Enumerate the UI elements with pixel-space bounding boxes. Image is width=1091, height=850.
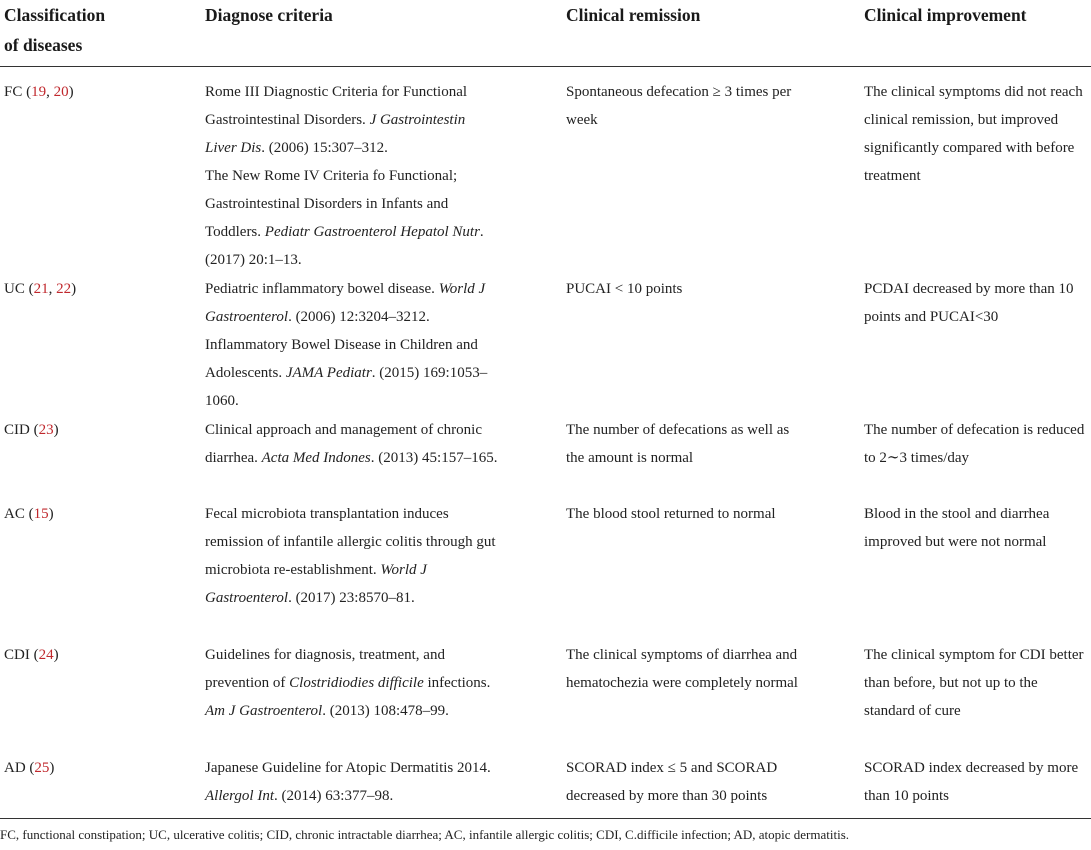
- reference-link[interactable]: 19: [31, 84, 47, 100]
- improvement-cell: SCORAD index decreased by more than 10 points: [864, 760, 1079, 804]
- remission-cell: The clinical symptoms of diarrhea and hematochezia were completely normal: [566, 647, 798, 691]
- criteria-reference: Pediatric inflammatory bowel disease. World J Gastroenterol. (2006) 12:3204–3212.: [205, 281, 486, 325]
- criteria-reference: Fecal microbiota transplantation induces remission of infantile allergic colitis through gut microbiota re-establishment. World J Gastroenterol. (2017) 23:8570–81.: [205, 506, 496, 606]
- header-rule: [0, 66, 1091, 67]
- criteria-reference: The New Rome IV Criteria fo Functional; Gastrointestinal Disorders in Infants and Toddlers. Pediatr Gastroenterol Hepatol Nutr. (2017) 20:1–13.: [205, 168, 484, 268]
- reference-link[interactable]: 22: [56, 281, 72, 297]
- header-remission: Clinical remission: [566, 5, 701, 25]
- disease-cell: AD (25): [4, 760, 55, 776]
- criteria-reference: Japanese Guideline for Atopic Dermatitis 2014. Allergol Int. (2014) 63:377–98.: [205, 760, 491, 804]
- remission-cell: SCORAD index ≤ 5 and SCORAD decreased by more than 30 points: [566, 760, 778, 804]
- remission-cell: The blood stool returned to normal: [566, 506, 776, 522]
- reference-link[interactable]: 24: [38, 647, 54, 663]
- reference-link[interactable]: 15: [33, 506, 49, 522]
- remission-cell: Spontaneous defecation ≥ 3 times per week: [566, 84, 792, 128]
- disease-cell: FC (19, 20): [4, 84, 74, 100]
- criteria-cell: [205, 641, 500, 725]
- remission-cell: The number of defecations as well as the amount is normal: [566, 422, 790, 466]
- header-improvement: Clinical improvement: [864, 5, 1027, 25]
- criteria-cell: [205, 500, 500, 612]
- disease-cell: CID (23): [4, 422, 59, 438]
- remission-cell: PUCAI < 10 points: [566, 281, 683, 297]
- reference-link[interactable]: 25: [34, 760, 50, 776]
- improvement-cell: PCDAI decreased by more than 10 points and PUCAI<30: [864, 281, 1074, 325]
- reference-link[interactable]: 21: [33, 281, 49, 297]
- criteria-cell: [205, 275, 500, 415]
- criteria-cell: [205, 416, 500, 472]
- criteria-reference: Inflammatory Bowel Disease in Children and Adolescents. JAMA Pediatr. (2015) 169:1053–1060.: [205, 337, 488, 409]
- reference-link[interactable]: 23: [38, 422, 54, 438]
- criteria-cell: [205, 754, 500, 810]
- criteria-reference: Clinical approach and management of chronic diarrhea. Acta Med Indones. (2013) 45:157–165.: [205, 422, 498, 466]
- table-footnote: FC, functional constipation; UC, ulcerative colitis; CID, chronic intractable diarrhea; AC, infantile allergic colitis; CDI, C.difficile infection; AD, atopic dermatitis.: [0, 827, 850, 842]
- criteria-cell: [205, 78, 500, 274]
- disease-cell: CDI (24): [4, 647, 59, 663]
- improvement-cell: The clinical symptom for CDI better than before, but not up to the standard of cure: [864, 647, 1084, 719]
- improvement-cell: Blood in the stool and diarrhea improved but were not normal: [864, 506, 1050, 550]
- header-criteria: Diagnose criteria: [205, 5, 333, 25]
- improvement-cell: The number of defecation is reduced to 2∼3 times/day: [864, 422, 1085, 466]
- criteria-reference: Rome III Diagnostic Criteria for Functional Gastrointestinal Disorders. J Gastrointestin Liver Dis. (2006) 15:307–312.: [205, 84, 468, 156]
- reference-link[interactable]: 20: [53, 84, 69, 100]
- table-header: [0, 0, 1091, 60]
- bottom-rule: [0, 818, 1091, 819]
- disease-cell: AC (15): [4, 506, 54, 522]
- header-classification: Classification of diseases: [4, 5, 106, 55]
- improvement-cell: The clinical symptoms did not reach clinical remission, but improved significantly compared with before treatment: [864, 84, 1083, 184]
- criteria-reference: Guidelines for diagnosis, treatment, and prevention of Clostridiodies difficile infections. Am J Gastroenterol. (2013) 108:478–99.: [205, 647, 491, 719]
- disease-cell: UC (21, 22): [4, 281, 77, 297]
